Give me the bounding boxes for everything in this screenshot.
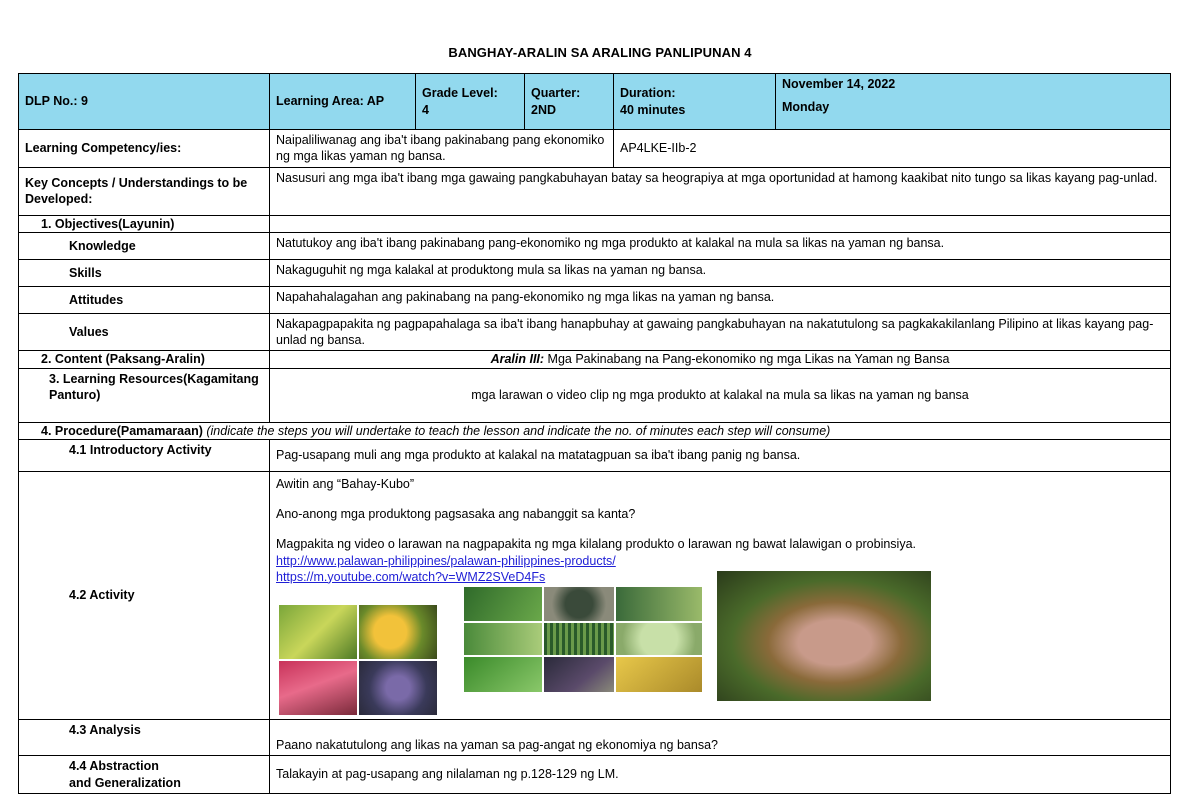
attitudes-text: Napahahalagahan ang pakinabang na pang-ekonomiko ng mga likas na yaman ng bansa.	[270, 286, 1171, 313]
content-row	[19, 351, 1171, 368]
resources-text: mga larawan o video clip ng mga produkto at kalakal na mula sa likas na yaman ng bansa	[270, 368, 1171, 422]
day: Monday	[782, 100, 830, 115]
activity-label: 4.2 Activity	[19, 471, 270, 719]
activity-cell	[270, 471, 1171, 719]
skills-label: Skills	[19, 259, 270, 286]
procedure-label: 4. Procedure(Pamamaraan)	[41, 423, 203, 438]
content-text: Mga Pakinabang na Pang-ekonomiko ng mga Likas na Yaman ng Bansa	[544, 352, 950, 367]
duration	[614, 74, 776, 130]
values-row	[19, 313, 1171, 351]
quarter-label: Quarter:	[531, 86, 581, 101]
grade-level	[416, 74, 525, 130]
fruits-collage-image	[279, 605, 437, 715]
values-label: Values	[19, 313, 270, 351]
competency-row	[19, 130, 1171, 168]
objectives-empty	[270, 215, 1171, 232]
procedure-row	[19, 422, 1171, 439]
key-concepts-row	[19, 167, 1171, 215]
knowledge-row	[19, 232, 1171, 259]
competency-text: Naipaliliwanag ang iba't ibang pakinabang pang ekonomiko ng mga likas yaman ng bansa.	[270, 130, 614, 168]
competency-code: AP4LKE-IIb-2	[614, 130, 1171, 168]
quarter-value: 2ND	[531, 102, 557, 117]
attitudes-row	[19, 286, 1171, 313]
abstraction-label: 4.4 Abstraction	[69, 759, 159, 774]
skills-row	[19, 259, 1171, 286]
procedure-note: (indicate the steps you will undertake to teach the lesson and indicate the no. of minutes each step will consume)	[202, 423, 831, 438]
activity-video: Magpakita ng video o larawan na nagpapakita ng mga kilalang produkto o larawan ng bawat lalawigan o probinsiya.	[276, 537, 917, 552]
header-row	[19, 74, 1171, 130]
knowledge-label: Knowledge	[19, 232, 270, 259]
quarter	[525, 74, 614, 130]
abstraction-label-2: and Generalization	[69, 775, 181, 790]
content-prefix: Aralin III:	[490, 352, 545, 367]
lesson-plan-table	[18, 73, 1171, 794]
analysis-text: Paano nakatutulong ang likas na yaman sa pag-angat ng ekonomiya ng bansa?	[270, 720, 1171, 756]
activity-images	[276, 587, 1164, 717]
intro-text: Pag-usapang muli ang mga produkto at kalakal na matatagpuan sa iba't ibang panig ng bansa.	[270, 439, 1171, 471]
values-text: Nakapagpapakita ng pagpapahalaga sa iba't ibang hanapbuhay at gawaing pangkabuhayan na nakatutulong sa pagkakakilanlang Pilipino at likas kayang pag-unlad ng bansa.	[270, 313, 1171, 351]
date: November 14, 2022	[782, 77, 896, 91]
grade-level-value: 4	[422, 102, 429, 117]
objectives-row	[19, 215, 1171, 232]
attitudes-label: Attitudes	[19, 286, 270, 313]
learning-area: Learning Area: AP	[270, 74, 416, 130]
knowledge-text: Natutukoy ang iba't ibang pakinabang pang-ekonomiko ng mga produkto at kalakal na mula sa likas na yaman ng bansa.	[270, 232, 1171, 259]
content-text-cell	[270, 351, 1171, 368]
abstraction-text: Talakayin at pag-usapang ang nilalaman ng p.128-129 ng LM.	[270, 756, 1171, 794]
page-title: BANGHAY-ARALIN SA ARALING PANLIPUNAN 4	[448, 45, 752, 60]
intro-label: 4.1 Introductory Activity	[19, 439, 270, 471]
activity-song: Awitin ang “Bahay-Kubo”	[276, 476, 415, 491]
procedure-header	[19, 422, 1171, 439]
grade-level-label: Grade Level:	[422, 86, 498, 101]
activity-question: Ano-anong mga produktong pagsasaka ang nabanggit sa kanta?	[276, 507, 636, 521]
duration-value: 40 minutes	[620, 102, 686, 117]
abstraction-label-cell	[19, 756, 270, 794]
skills-text: Nakaguguhit ng mga kalakal at produktong mula sa likas na yaman ng bansa.	[270, 259, 1171, 286]
key-concepts-label: Key Concepts / Understandings to be Developed:	[19, 167, 270, 215]
date-cell	[776, 74, 1171, 130]
analysis-label: 4.3 Analysis	[19, 720, 270, 756]
intro-row	[19, 439, 1171, 471]
activity-row	[19, 471, 1171, 719]
objectives-label: 1. Objectives(Layunin)	[19, 215, 270, 232]
vegetables-collage-image	[464, 587, 702, 692]
key-concepts-text: Nasusuri ang mga iba't ibang mga gawaing pangkabuhayan batay sa heograpiya at mga oportunidad at hamong kaakibat nito tungo sa likas kayang pag-unlad.	[270, 167, 1171, 215]
dlp-number: DLP No.: 9	[19, 74, 270, 130]
resources-row	[19, 368, 1171, 422]
abstraction-row	[19, 756, 1171, 794]
coconut-image	[717, 571, 931, 701]
analysis-row	[19, 720, 1171, 756]
youtube-video-link[interactable]: https://m.youtube.com/watch?v=WMZ2SVeD4Fs	[276, 569, 546, 584]
competency-label: Learning Competency/ies:	[19, 130, 270, 168]
resources-label: 3. Learning Resources(Kagamitang Panturo)	[19, 368, 270, 422]
palawan-products-link[interactable]: http://www.palawan-philippines/palawan-philippines-products/	[276, 553, 616, 568]
content-label: 2. Content (Paksang-Aralin)	[19, 351, 270, 368]
duration-label: Duration:	[620, 86, 676, 101]
